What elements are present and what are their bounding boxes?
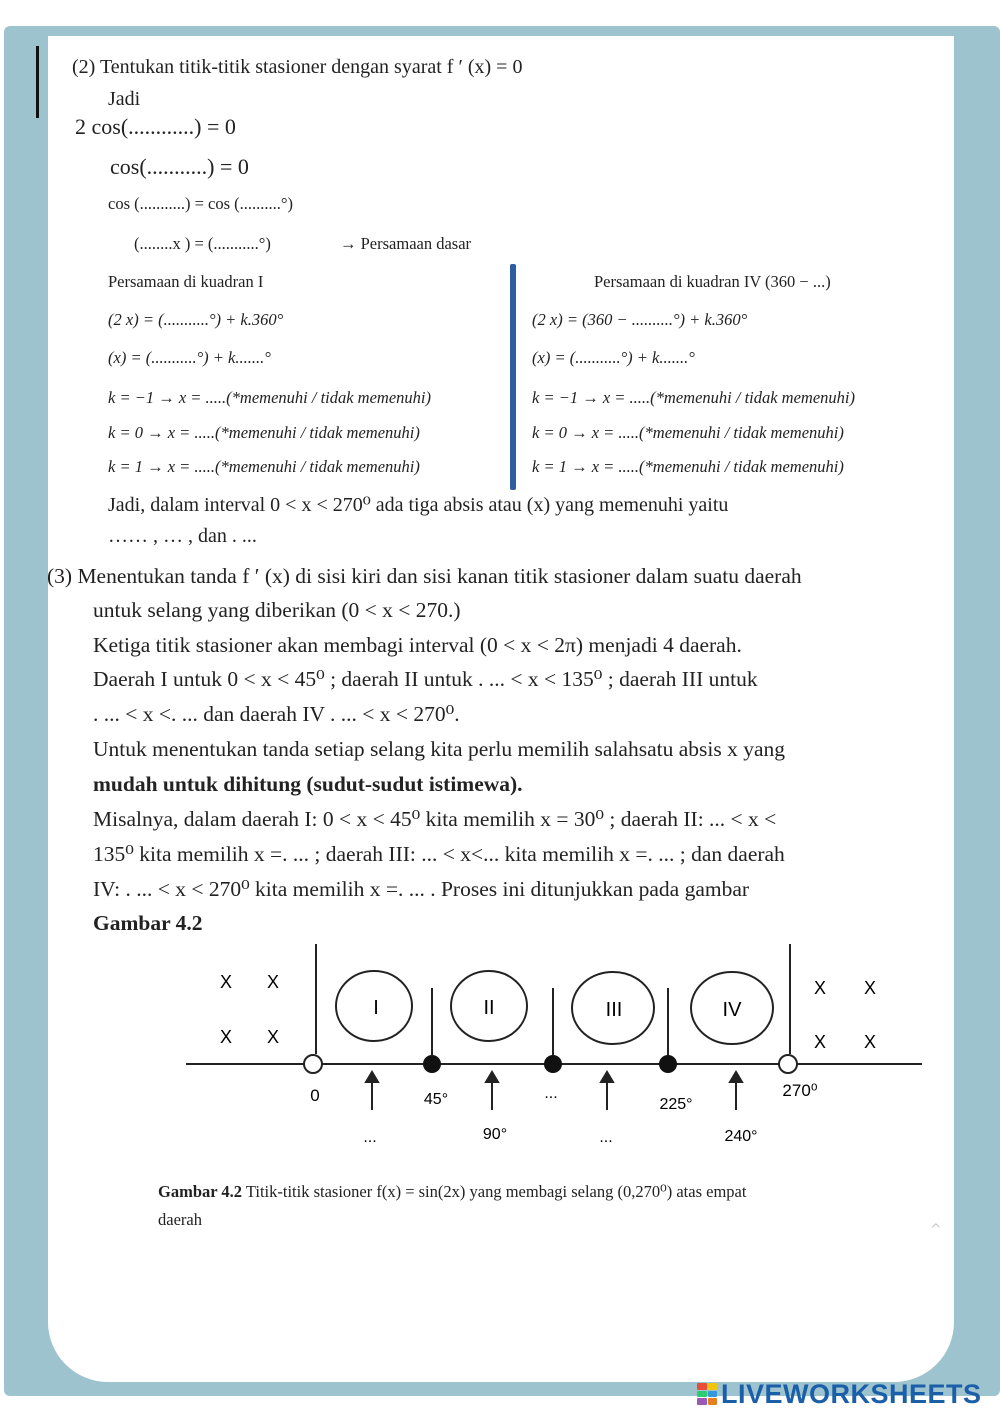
- q1-row: k = 0 → x = .....(*memenuhi / tidak memenuhi): [108, 423, 420, 442]
- section3-line: Ketiga titik stasioner akan membagi interval (0 < x < 2π) menjadi 4 daerah.: [93, 633, 742, 657]
- tick-label-0: 0: [310, 1086, 320, 1105]
- section3-line: . ... < x <. ... dan daerah IV . ... < x < 270⁰.: [93, 702, 460, 726]
- stationary-point: [423, 1055, 441, 1073]
- x-mark: X: [813, 1032, 827, 1052]
- liveworksheets-logo[interactable]: [697, 1376, 982, 1412]
- tick-label-45: 45°: [423, 1091, 449, 1108]
- region-label: II: [483, 997, 495, 1019]
- stationary-point: [544, 1055, 562, 1073]
- q4-row: k = −1 → x = .....(*memenuhi / tidak memenuhi): [532, 388, 855, 407]
- q4-row: (x) = (...........°) + k.......°: [532, 348, 695, 367]
- x-mark: X: [863, 1032, 877, 1052]
- x-mark: X: [266, 1027, 280, 1047]
- logo-text: LIVEWORKSHEETS: [721, 1378, 982, 1409]
- arrow-up-head: [366, 1072, 378, 1082]
- q4-row: k = 1 → x = .....(*memenuhi / tidak memenuhi): [532, 457, 844, 476]
- equation-cos-cos: cos (...........) = cos (..........°): [108, 194, 293, 213]
- section3-line: (3) Menentukan tanda f ′ (x) di sisi kiri dan sisi kanan titik stasioner dalam suatu daerah: [47, 564, 802, 588]
- open-point-0: [304, 1055, 322, 1073]
- logo-grid-icon: [697, 1383, 717, 1405]
- figure-caption-line2: daerah: [158, 1210, 202, 1229]
- section2-conclusion: Jadi, dalam interval 0 < x < 270⁰ ada tiga absis atau (x) yang memenuhi yaitu: [108, 494, 729, 516]
- q1-row: (x) = (...........°) + k.......°: [108, 348, 271, 367]
- region-label: III: [605, 999, 623, 1021]
- q1-row: k = 1 → x = .....(*memenuhi / tidak memenuhi): [108, 457, 420, 476]
- caption-text: Titik-titik stasioner f(x) = sin(2x) yang membagi selang (0,270⁰) atas empat: [242, 1182, 747, 1201]
- x-mark: X: [219, 1027, 233, 1047]
- caption-title: Gambar 4.2: [158, 1182, 243, 1201]
- section3-line: Untuk menentukan tanda setiap selang kita perlu memilih salahsatu absis x yang: [93, 737, 786, 761]
- tick-label-270: 270⁰: [782, 1081, 818, 1100]
- equation-2cos: 2 cos(............) = 0: [75, 114, 236, 139]
- q4-row: k = 0 → x = .....(*memenuhi / tidak memenuhi): [532, 423, 844, 442]
- section3-line: IV: . ... < x < 270⁰ kita memilih x =. ... . Proses ini ditunjukkan pada gambar: [93, 877, 750, 901]
- section2-answer-blanks: …… , … , dan . ...: [108, 525, 257, 547]
- x-mark: X: [813, 978, 827, 998]
- region-label: I: [373, 997, 379, 1019]
- section3-line: mudah untuk dihitung (sudut-sudut istimewa).: [93, 772, 523, 796]
- stationary-point: [659, 1055, 677, 1073]
- quadrant4-title: Persamaan di kuadran IV (360 − ...): [594, 272, 831, 291]
- tick-label-225: 225°: [659, 1096, 693, 1113]
- caret-icon: ^: [930, 1222, 942, 1238]
- q4-row: (2 x) = (360 − ..........°) + k.360°: [532, 310, 748, 329]
- section2-heading: (2) Tentukan titik-titik stasioner dengan syarat f ′ (x) = 0: [72, 56, 523, 78]
- x-mark: X: [266, 972, 280, 992]
- tick-label-dots: ...: [544, 1085, 558, 1102]
- x-mark: X: [219, 972, 233, 992]
- quadrant1-title: Persamaan di kuadran I: [108, 272, 264, 291]
- q1-row: (2 x) = (...........°) + k.360°: [108, 310, 284, 329]
- arrow-up-head: [730, 1072, 742, 1082]
- arrow-up-head: [601, 1072, 613, 1082]
- section3-line: Daerah I untuk 0 < x < 45⁰ ; daerah II untuk . ... < x < 135⁰ ; daerah III untuk: [93, 667, 758, 691]
- q1-row: k = −1 → x = .....(*memenuhi / tidak memenuhi): [108, 388, 431, 407]
- figure-heading: Gambar 4.2: [93, 911, 203, 935]
- equation-cos: cos(...........) = 0: [110, 154, 249, 179]
- arrow-up-head: [486, 1072, 498, 1082]
- figure-caption: [158, 1182, 746, 1202]
- pick-label-240: 240°: [724, 1128, 758, 1145]
- equation-basic: (........x ) = (...........°): [134, 234, 271, 253]
- section3-line: 135⁰ kita memilih x =. ... ; daerah III: ... < x<... kita memilih x =. ... ; dan daerah: [93, 842, 785, 866]
- pick-label-90: 90°: [482, 1126, 508, 1143]
- region-label: IV: [722, 999, 742, 1021]
- section3-line: untuk selang yang diberikan (0 < x < 270.): [93, 598, 461, 622]
- persamaan-dasar-note: → Persamaan dasar: [340, 234, 472, 253]
- section3-line: Misalnya, dalam daerah I: 0 < x < 45⁰ kita memilih x = 30⁰ ; daerah II: ... < x <: [93, 807, 777, 831]
- pick-label-1: ...: [363, 1129, 377, 1146]
- x-mark: X: [863, 978, 877, 998]
- open-point-270: [779, 1055, 797, 1073]
- pick-label-3: ...: [599, 1129, 613, 1146]
- jadi-label: Jadi: [108, 88, 141, 110]
